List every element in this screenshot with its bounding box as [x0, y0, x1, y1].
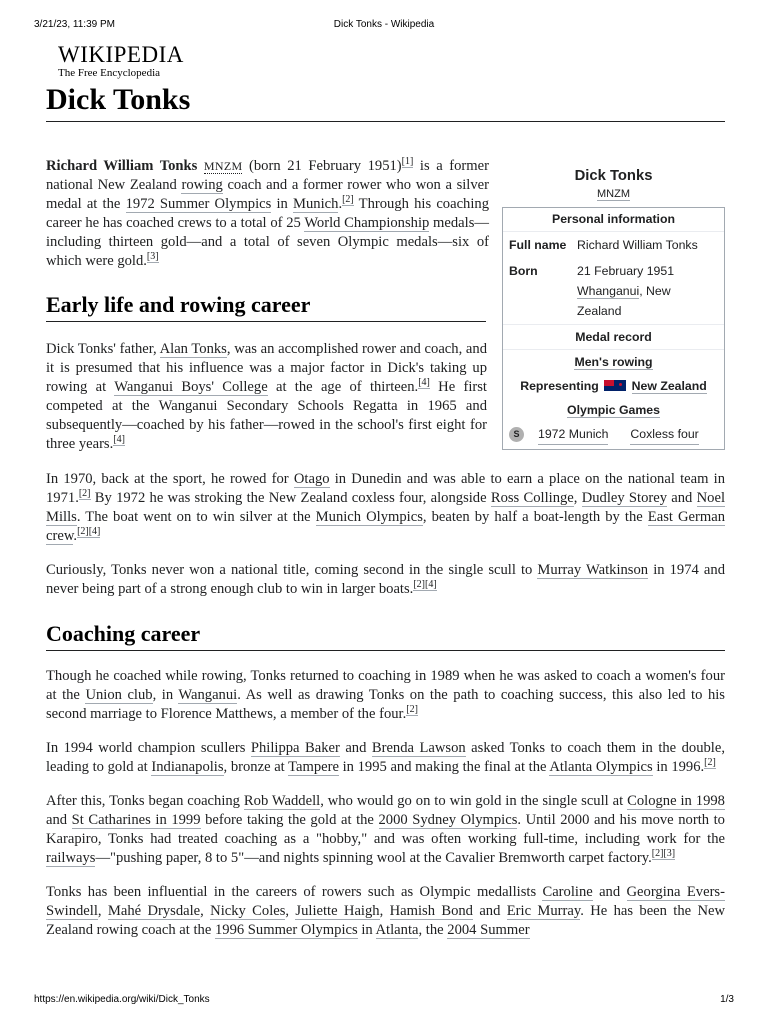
1972-olympics-link[interactable]: 1972 Summer Olympics: [125, 196, 272, 212]
coaching-section: [46, 667, 725, 940]
hamish-bond-link[interactable]: Hamish Bond: [389, 903, 473, 919]
text: ,: [200, 903, 211, 919]
text: in: [271, 196, 294, 212]
text: is a former national New Zealand: [46, 158, 489, 193]
lead-paragraph: [46, 157, 489, 271]
text: He first competed at the Wanganui Secondary Schools Regatta in 1965 and subsequently—coached by his father—rowed in the school's first eight for three years.: [46, 379, 487, 452]
text: , bronze at: [223, 759, 289, 775]
print-url: https://en.wikipedia.org/wiki/Dick_Tonks: [34, 994, 210, 1005]
text: and: [339, 740, 372, 756]
wanganui-boys-college-link[interactable]: Wanganui Boys' College: [114, 379, 268, 395]
text: in 1996.: [652, 759, 705, 775]
cologne-1998-link[interactable]: Cologne in 1998: [627, 793, 725, 809]
medal-event-link[interactable]: Coxless four: [630, 424, 698, 445]
ref-link[interactable]: [2][4]: [77, 526, 101, 538]
section-heading-coaching: Coaching career: [46, 620, 725, 651]
rowing-link[interactable]: rowing: [181, 177, 223, 193]
born-date: 21 February 1951: [577, 264, 675, 278]
coaching-paragraph-3: [46, 792, 725, 868]
text: ,: [97, 903, 108, 919]
alan-tonks-link[interactable]: Alan Tonks: [159, 341, 227, 357]
early-paragraph-2: [46, 470, 725, 546]
text: in 1995 and making the final at the: [338, 759, 550, 775]
philippa-baker-link[interactable]: Philippa Baker: [250, 740, 340, 756]
railways-link[interactable]: railways: [46, 850, 96, 866]
text: asked Tonks to coach them in the double, leading to gold at: [46, 740, 725, 775]
text: In 1994 world champion scullers: [46, 740, 251, 756]
text: in 1974 and never being part of a strong enough club to win in larger boats.: [46, 562, 725, 597]
text: . The boat went on to win silver at the: [76, 509, 316, 525]
text: . As well as drawing Tonks on the path to coaching success, this also led to his second marriage to Florence Matthews, a member of the four.: [46, 687, 725, 722]
text: , in: [152, 687, 179, 703]
early-life-section: [46, 340, 487, 454]
page-title: Dick Tonks: [46, 80, 725, 122]
mens-rowing-link[interactable]: Men's rowing: [574, 355, 653, 369]
medal-row: [503, 422, 724, 449]
ref-link[interactable]: [4]: [113, 434, 125, 446]
text: Tonks has been influential in the careers of rowers such as Olympic medallists: [46, 884, 543, 900]
text: , who would go on to win gold in the single scull at: [320, 793, 628, 809]
atlanta-link[interactable]: Atlanta: [375, 922, 419, 938]
infobox-table: [502, 207, 725, 450]
mahe-drysdale-link[interactable]: Mahé Drysdale: [107, 903, 201, 919]
eric-murray-link[interactable]: Eric Murray: [506, 903, 581, 919]
text: —"pushing paper, 8 to 5"—and nights spinning wool at the Cavalier Bremworth carpet factory.: [95, 850, 652, 866]
text: .: [73, 528, 78, 544]
early-paragraph-1: [46, 340, 487, 454]
2000-sydney-olympics-link[interactable]: 2000 Sydney Olympics: [378, 812, 518, 828]
mnzm-abbr[interactable]: MNZM: [203, 159, 243, 173]
union-club-link[interactable]: Union club: [85, 687, 153, 703]
coaching-paragraph-4: [46, 883, 725, 940]
text: Through his coaching career he has coached crews to a total of 25: [46, 196, 489, 231]
ross-collinge-link[interactable]: Ross Collinge: [490, 490, 574, 506]
text: , was an accomplished rower and coach, and it is presumed that his influence was a major factor in Dick's taking up rowing at: [46, 341, 487, 395]
text: By 1972 he was stroking the New Zealand coxless four, alongside: [90, 490, 491, 506]
rob-waddell-link[interactable]: Rob Waddell: [243, 793, 321, 809]
medal-games-link[interactable]: 1972 Munich: [538, 424, 608, 445]
wikipedia-wordmark: WIKIPEDIA: [58, 42, 184, 67]
text: , beaten by half a boat-length by the: [422, 509, 648, 525]
text: ,: [573, 490, 582, 506]
wikipedia-tagline: The Free Encyclopedia: [58, 67, 161, 79]
text: , the: [418, 922, 448, 938]
text: and: [46, 812, 72, 828]
ref-link[interactable]: [2]: [704, 757, 716, 769]
print-header: [34, 19, 734, 33]
subject-name: Richard William Tonks: [46, 158, 198, 174]
atlanta-olympics-link[interactable]: Atlanta Olympics: [549, 759, 653, 775]
infobox-value-full-name: Richard William Tonks: [577, 238, 698, 252]
wanganui-link[interactable]: Wanganui: [178, 687, 238, 703]
text: medals—including thirteen gold—and a total of seven Olympic medals—six of which were gold.: [46, 215, 489, 269]
munich-link[interactable]: Munich: [293, 196, 339, 212]
text: . Until 2000 and his move north to Karapiro, Tonks had treated coaching as a "hobby," and was often working full-time, including work for the: [46, 812, 725, 847]
wikipedia-logo[interactable]: [58, 43, 184, 80]
infobox-personal-header: Personal information: [503, 208, 724, 232]
born-place-link[interactable]: Whanganui: [577, 284, 640, 298]
coaching-paragraph-1: [46, 667, 725, 724]
silver-medal-icon: S: [509, 427, 524, 442]
text: After this, Tonks began coaching: [46, 793, 244, 809]
infobox-row-full-name: [503, 232, 724, 258]
dudley-storey-link[interactable]: Dudley Storey: [581, 490, 668, 506]
medal-record-header: Medal record: [575, 330, 652, 344]
early-life-continued: [46, 470, 725, 599]
coaching-paragraph-2: [46, 739, 725, 777]
text: Curiously, Tonks never won a national title, coming second in the single scull to: [46, 562, 538, 578]
ref-link[interactable]: [2][3]: [651, 848, 676, 860]
juliette-haigh-link[interactable]: Juliette Haigh: [295, 903, 380, 919]
text: ,: [285, 903, 296, 919]
section-heading-early-life: Early life and rowing career: [46, 291, 486, 322]
print-footer: [34, 994, 734, 1008]
otago-link[interactable]: Otago: [293, 471, 330, 487]
infobox-value-born: [577, 258, 718, 324]
infobox-row-born: [503, 258, 724, 325]
representing-country-link[interactable]: New Zealand: [631, 379, 707, 393]
ref-link[interactable]: [3]: [146, 251, 159, 263]
text: .: [338, 196, 343, 212]
lead-section: [46, 157, 489, 271]
infobox: [502, 162, 725, 450]
text: (born 21 February 1951): [242, 158, 402, 174]
st-catharines-1999-link[interactable]: St Catharines in 1999: [71, 812, 201, 828]
print-page-number: 1/3: [720, 994, 734, 1005]
ref-link[interactable]: [2]: [342, 194, 354, 206]
text: . He has been the New Zealand rowing coach at the: [46, 903, 726, 938]
brenda-lawson-link[interactable]: Brenda Lawson: [371, 740, 466, 756]
infobox-title: Dick Tonks: [574, 168, 653, 184]
early-paragraph-3: [46, 561, 725, 599]
text: in: [357, 922, 376, 938]
representing-label: Representing: [520, 379, 599, 393]
ref-link[interactable]: [2]: [78, 488, 91, 500]
2004-summer-link[interactable]: 2004 Summer: [447, 922, 530, 938]
caroline-link[interactable]: Caroline: [542, 884, 593, 900]
text: in Dunedin and was able to earn a place on the national team in 1971.: [46, 471, 725, 506]
infobox-label-full-name: Full name: [509, 238, 567, 252]
text: and: [592, 884, 627, 900]
ref-link[interactable]: [2]: [406, 704, 418, 716]
world-championship-link[interactable]: World Championship: [304, 215, 430, 231]
new-zealand-flag-icon: [604, 380, 626, 391]
ref-link[interactable]: [1]: [401, 156, 414, 168]
ref-link[interactable]: [4]: [418, 377, 430, 389]
indianapolis-link[interactable]: Indianapolis: [151, 759, 224, 775]
ref-link[interactable]: [2][4]: [413, 579, 437, 591]
olympic-games-link[interactable]: Olympic Games: [567, 403, 660, 417]
text: and: [472, 903, 507, 919]
1996-summer-olympics-link[interactable]: 1996 Summer Olympics: [214, 922, 358, 938]
nicky-coles-link[interactable]: Nicky Coles: [210, 903, 286, 919]
text: before taking the gold at the: [200, 812, 379, 828]
print-title: Dick Tonks - Wikipedia: [333, 19, 435, 30]
infobox-label-born: Born: [509, 264, 538, 278]
georgina-evers-swindell-link[interactable]: Georgina Evers-Swindell: [46, 884, 725, 919]
text: Though he coached while rowing, Tonks returned to coaching in 1989 when he was asked to coach a women's four at the: [46, 668, 725, 703]
print-date: 3/21/23, 11:39 PM: [34, 19, 115, 30]
text: and: [667, 490, 697, 506]
text: coach and a former rower who won a silver medal at the: [46, 177, 489, 212]
born-place-rest: , New Zealand: [577, 284, 671, 318]
munich-olympics-link[interactable]: Munich Olympics: [315, 509, 423, 525]
infobox-mnzm-link[interactable]: MNZM: [597, 188, 630, 200]
murray-watkinson-link[interactable]: Murray Watkinson: [537, 562, 649, 578]
text: ,: [379, 903, 390, 919]
noel-mills-link[interactable]: Noel Mills: [46, 490, 725, 525]
text: Dick Tonks' father,: [46, 341, 160, 357]
text: at the age of thirteen.: [267, 379, 419, 395]
text: In 1970, back at the sport, he rowed for: [46, 471, 294, 487]
tampere-link[interactable]: Tampere: [288, 759, 339, 775]
east-german-crew-link[interactable]: East German crew: [46, 509, 725, 544]
representing-row: [503, 374, 724, 398]
